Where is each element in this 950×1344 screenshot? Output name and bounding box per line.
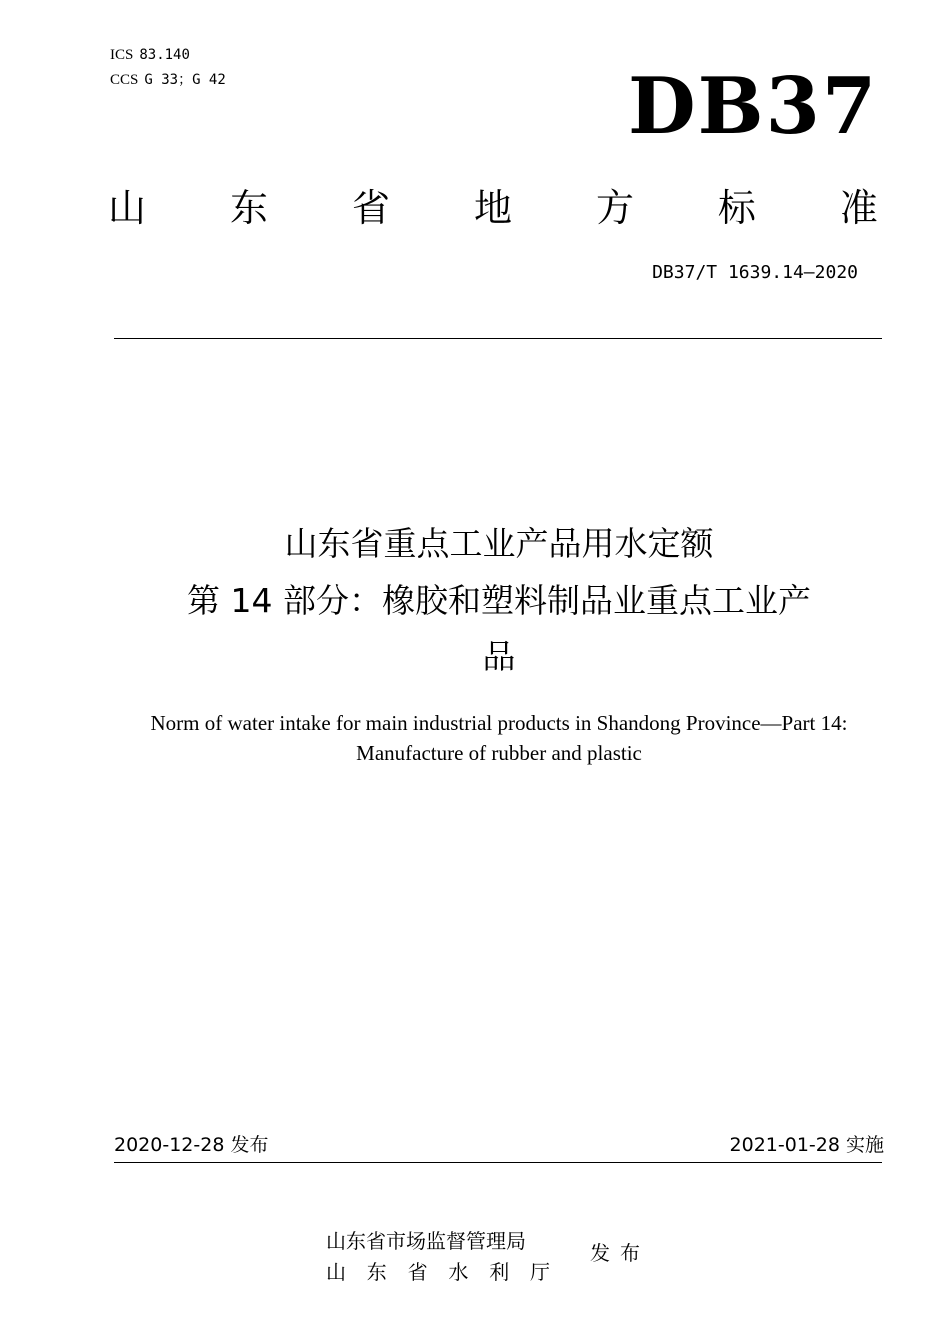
- ics-label: ICS: [110, 47, 134, 63]
- ics-code: [110, 46, 190, 64]
- title-cn-line3: 品: [482, 637, 516, 676]
- title-en-line2: Manufacture of rubber and plastic: [356, 741, 642, 765]
- title-cn-line2: 第 14 部分：橡胶和塑料制品业重点工业产: [187, 581, 811, 620]
- standard-code: DB37/T 1639.14—2020: [652, 262, 858, 283]
- standard-type-char: 准: [839, 186, 878, 230]
- ccs-label: CCS: [110, 72, 139, 88]
- issuer-char: 水: [448, 1260, 469, 1284]
- standard-type-char: 山: [108, 186, 147, 230]
- issuer-market-regulation: 山东省市场监督管理局: [326, 1229, 526, 1253]
- release-date: 2020-12-28 发布: [114, 1134, 269, 1156]
- issuer-water-resources: [326, 1259, 550, 1285]
- standard-type-char: 方: [595, 186, 634, 230]
- db37-logo: DB37: [628, 61, 879, 152]
- issuer-char: 东: [366, 1260, 387, 1284]
- standard-type-char: 省: [351, 186, 390, 230]
- title-cn-line1: 山东省重点工业产品用水定额: [284, 524, 714, 563]
- ccs-value: G 33；G 42: [144, 72, 226, 88]
- ccs-code: [110, 71, 226, 89]
- implement-date: 2021-01-28 实施: [729, 1134, 884, 1156]
- standard-type-char: 标: [717, 186, 756, 230]
- standard-type-char: 地: [473, 186, 512, 230]
- issuer-char: 利: [489, 1260, 510, 1284]
- issuer-char: 山: [326, 1260, 346, 1284]
- standard-type-char: 东: [229, 186, 268, 230]
- bottom-divider: [114, 1162, 882, 1163]
- standard-type: [108, 186, 878, 230]
- publish-label: 发布: [590, 1241, 650, 1265]
- top-divider: [114, 338, 882, 339]
- title-en-line1: Norm of water intake for main industrial products in Shandong Province—Part 14:: [150, 711, 848, 735]
- issuer-char: 厅: [529, 1260, 550, 1284]
- ics-value: 83.140: [139, 47, 190, 63]
- issuer-char: 省: [407, 1260, 428, 1284]
